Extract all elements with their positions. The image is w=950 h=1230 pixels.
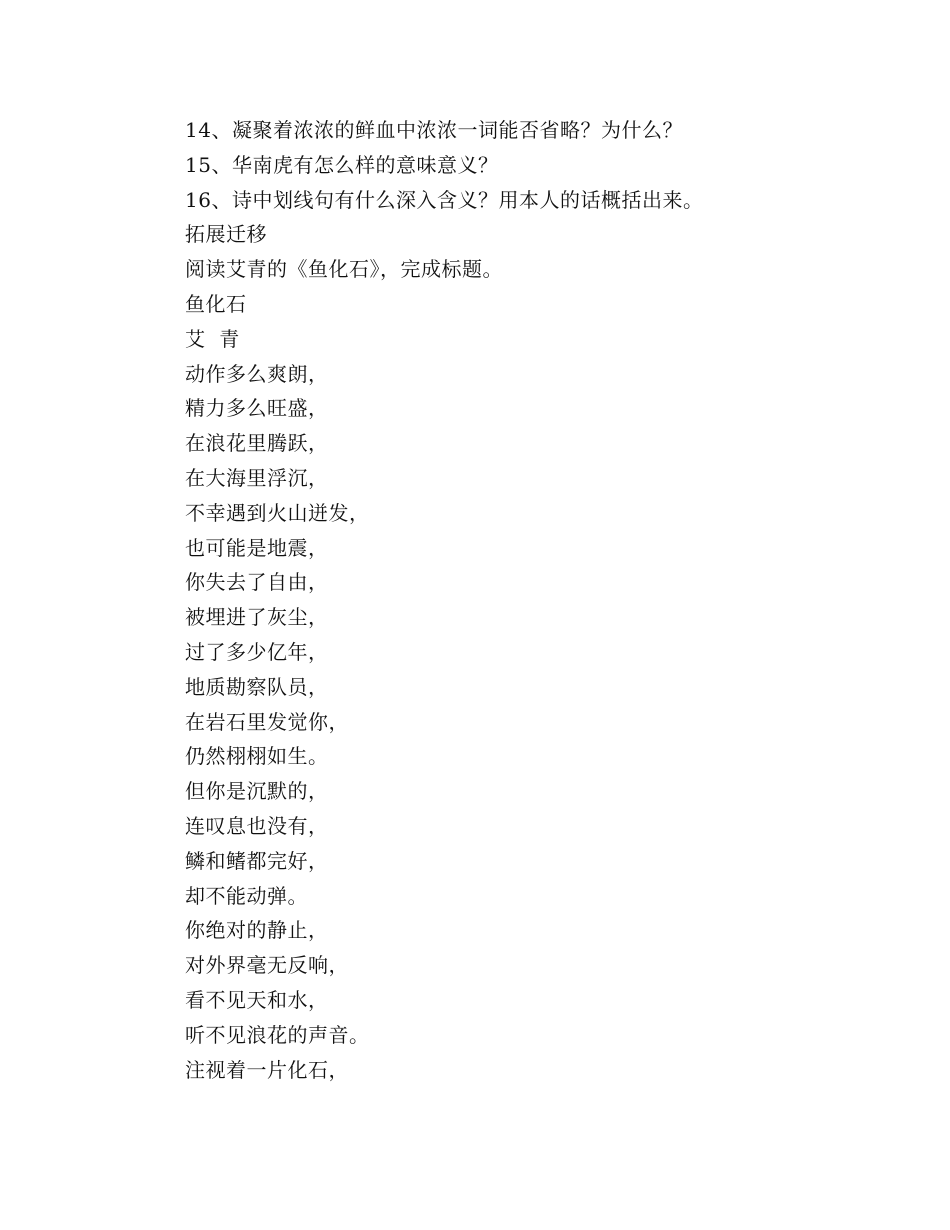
section-heading: 拓展迁移 <box>185 222 267 247</box>
poem-line: 你绝对的静止， <box>185 918 329 943</box>
poem-line: 也可能是地震， <box>185 535 329 560</box>
poem-title: 鱼化石 <box>185 291 247 316</box>
poem-line: 动作多么爽朗， <box>185 361 329 386</box>
document-page <box>185 113 885 1087</box>
poem-line: 连叹息也没有， <box>185 813 329 838</box>
question-15: 15、华南虎有怎么样的意味意义？ <box>185 152 499 177</box>
reading-instruction: 阅读艾青的《鱼化石》，完成标题。 <box>185 257 503 282</box>
poem-line: 不幸遇到火山迸发， <box>185 500 370 525</box>
poem-line: 精力多么旺盛， <box>185 396 329 421</box>
poem-line: 在浪花里腾跃， <box>185 431 329 456</box>
poem-line: 被埋进了灰尘， <box>185 605 329 630</box>
poem-author: 艾 青 <box>185 326 240 351</box>
poem-line: 但你是沉默的， <box>185 779 329 804</box>
poem-line: 对外界毫无反响， <box>185 953 349 978</box>
poem-line: 地质勘察队员， <box>185 674 329 699</box>
question-14: 14、凝聚着浓浓的鲜血中浓浓一词能否省略？为什么？ <box>185 118 683 142</box>
poem-line: 听不见浪花的声音。 <box>185 1022 370 1047</box>
poem-line: 在岩石里发觉你， <box>185 709 349 734</box>
poem-line: 过了多少亿年， <box>185 639 329 664</box>
poem-line: 看不见天和水， <box>185 987 329 1012</box>
question-16: 16、诗中划线句有什么深入含义？用本人的话概括出来。 <box>185 187 704 212</box>
poem-line: 鳞和鳍都完好， <box>185 848 329 873</box>
poem-line: 你失去了自由， <box>185 570 329 595</box>
poem-line: 却不能动弹。 <box>185 883 308 908</box>
poem-line: 仍然栩栩如生。 <box>185 744 329 769</box>
poem-line: 在大海里浮沉， <box>185 465 329 490</box>
poem-line: 注视着一片化石， <box>185 1057 349 1082</box>
